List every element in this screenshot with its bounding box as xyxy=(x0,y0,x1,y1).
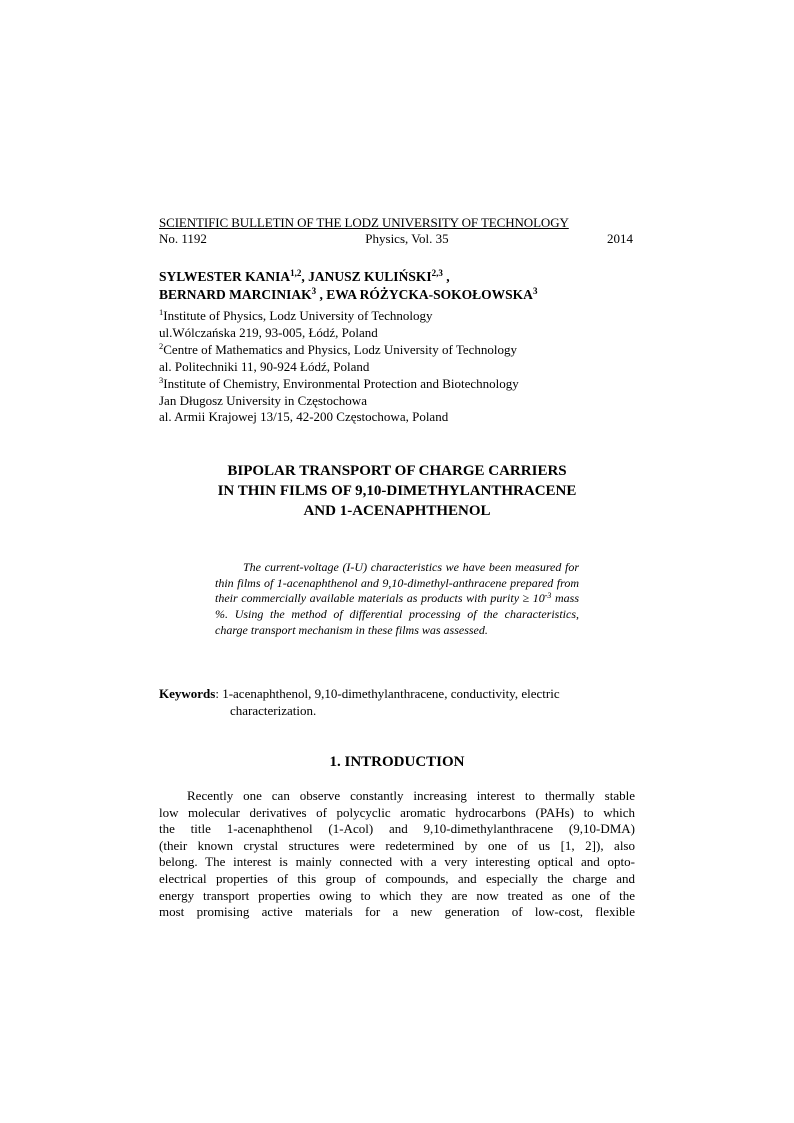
author-affil-sup: 1,2 xyxy=(290,268,302,278)
abstract-text: mass %. Using the method of differential processing of the characteristics, charge transport mechanism in these films was assessed. xyxy=(215,591,579,637)
keywords-label: Keywords xyxy=(159,686,216,701)
affiliation-1 xyxy=(159,308,633,342)
keywords xyxy=(159,685,633,719)
paragraph-line: the title 1-acenaphthenol (1-Acol) and 9,10-dimethylanthracene (9,10-DMA) xyxy=(159,821,635,837)
affiliation-line: Institute of Physics, Lodz University of Technology xyxy=(163,308,433,323)
author-line-1 xyxy=(159,268,633,286)
section-heading: 1. INTRODUCTION xyxy=(329,754,465,770)
journal-series: Physics, Vol. 35 xyxy=(365,231,449,246)
author-affil-sup: 2,3 xyxy=(431,268,443,278)
affiliation-line: ul.Wólczańska 219, 93-005, Łódź, Poland xyxy=(159,324,378,340)
author-affil-sup: 3 xyxy=(311,286,317,296)
affiliation-sup: 1 xyxy=(159,307,164,317)
journal-header xyxy=(159,215,633,247)
paragraph-line: energy transport properties owing to which they are now treated as one of the xyxy=(159,887,635,903)
author-affil-sup: 3 xyxy=(532,286,538,296)
affiliation-3 xyxy=(159,376,633,427)
author-name: BERNARD MARCINIAK xyxy=(159,287,312,302)
affiliation-2 xyxy=(159,342,633,376)
paper-title-line: IN THIN FILMS OF 9,10-DIMETHYLANTHRACENE xyxy=(217,483,577,499)
paragraph-line: belong. The interest is mainly connected with a very interesting optical and opto- xyxy=(159,854,635,870)
affiliation-line: Centre of Mathematics and Physics, Lodz University of Technology xyxy=(163,341,517,357)
paragraph-line: Recently one can observe constantly increasing interest to thermally stable xyxy=(187,788,635,803)
journal-year: 2014 xyxy=(606,231,633,246)
abstract-text: The current-voltage (I-U) characteristics we have been measured for thin films of 1-acenaphthenol and 9,10-dimethyl-anthracene prepared from their commercially available materials as products with purity ≥ 10 xyxy=(215,560,579,606)
author-list xyxy=(159,268,633,304)
affiliations xyxy=(159,308,633,426)
abstract-exponent: -3 xyxy=(544,591,552,601)
author-name: , JANUSZ KULIŃSKI xyxy=(301,269,432,284)
author-name: , EWA RÓŻYCKA-SOKOŁOWSKA xyxy=(316,287,533,302)
keywords-text: : 1-acenaphthenol, 9,10-dimethylanthracene, conductivity, electric xyxy=(215,686,560,701)
affiliation-line: al. Armii Krajowej 13/15, 42-200 Częstochowa, Poland xyxy=(159,409,449,425)
paper-title-line: BIPOLAR TRANSPORT OF CHARGE CARRIERS xyxy=(227,463,567,479)
paragraph-line: low molecular derivatives of polycyclic aromatic hydrocarbons (PAHs) to which xyxy=(159,804,635,820)
author-separator: , xyxy=(442,269,450,284)
author-line-2 xyxy=(159,286,633,304)
abstract xyxy=(215,560,579,639)
affiliation-sup: 2 xyxy=(159,340,164,351)
journal-info-row xyxy=(159,231,633,247)
journal-number: No. 1192 xyxy=(159,231,207,246)
paragraph-line: (their known crystal structures were redetermined by one of us [1, 2]), also xyxy=(159,837,635,853)
paper-title-line: AND 1-ACENAPHTHENOL xyxy=(303,503,491,519)
paragraph-line: most promising active materials for a new generation of low-cost, flexible xyxy=(159,904,635,920)
journal-title: SCIENTIFIC BULLETIN OF THE LODZ UNIVERSITY OF TECHNOLOGY xyxy=(159,215,569,230)
keywords-text: characterization. xyxy=(230,703,317,718)
paper-title xyxy=(159,461,635,521)
affiliation-line: al. Politechniki 11, 90-924 Łódź, Poland xyxy=(159,358,370,374)
affiliation-sup: 3 xyxy=(159,374,164,385)
author-name: SYLWESTER KANIA xyxy=(159,269,291,284)
paragraph-line: electrical properties of this group of compounds, and especially the charge and xyxy=(159,870,635,886)
intro-paragraph xyxy=(159,788,635,921)
affiliation-line: Institute of Chemistry, Environmental Protection and Biotechnology xyxy=(163,375,519,391)
affiliation-line: Jan Długosz University in Częstochowa xyxy=(159,392,367,408)
